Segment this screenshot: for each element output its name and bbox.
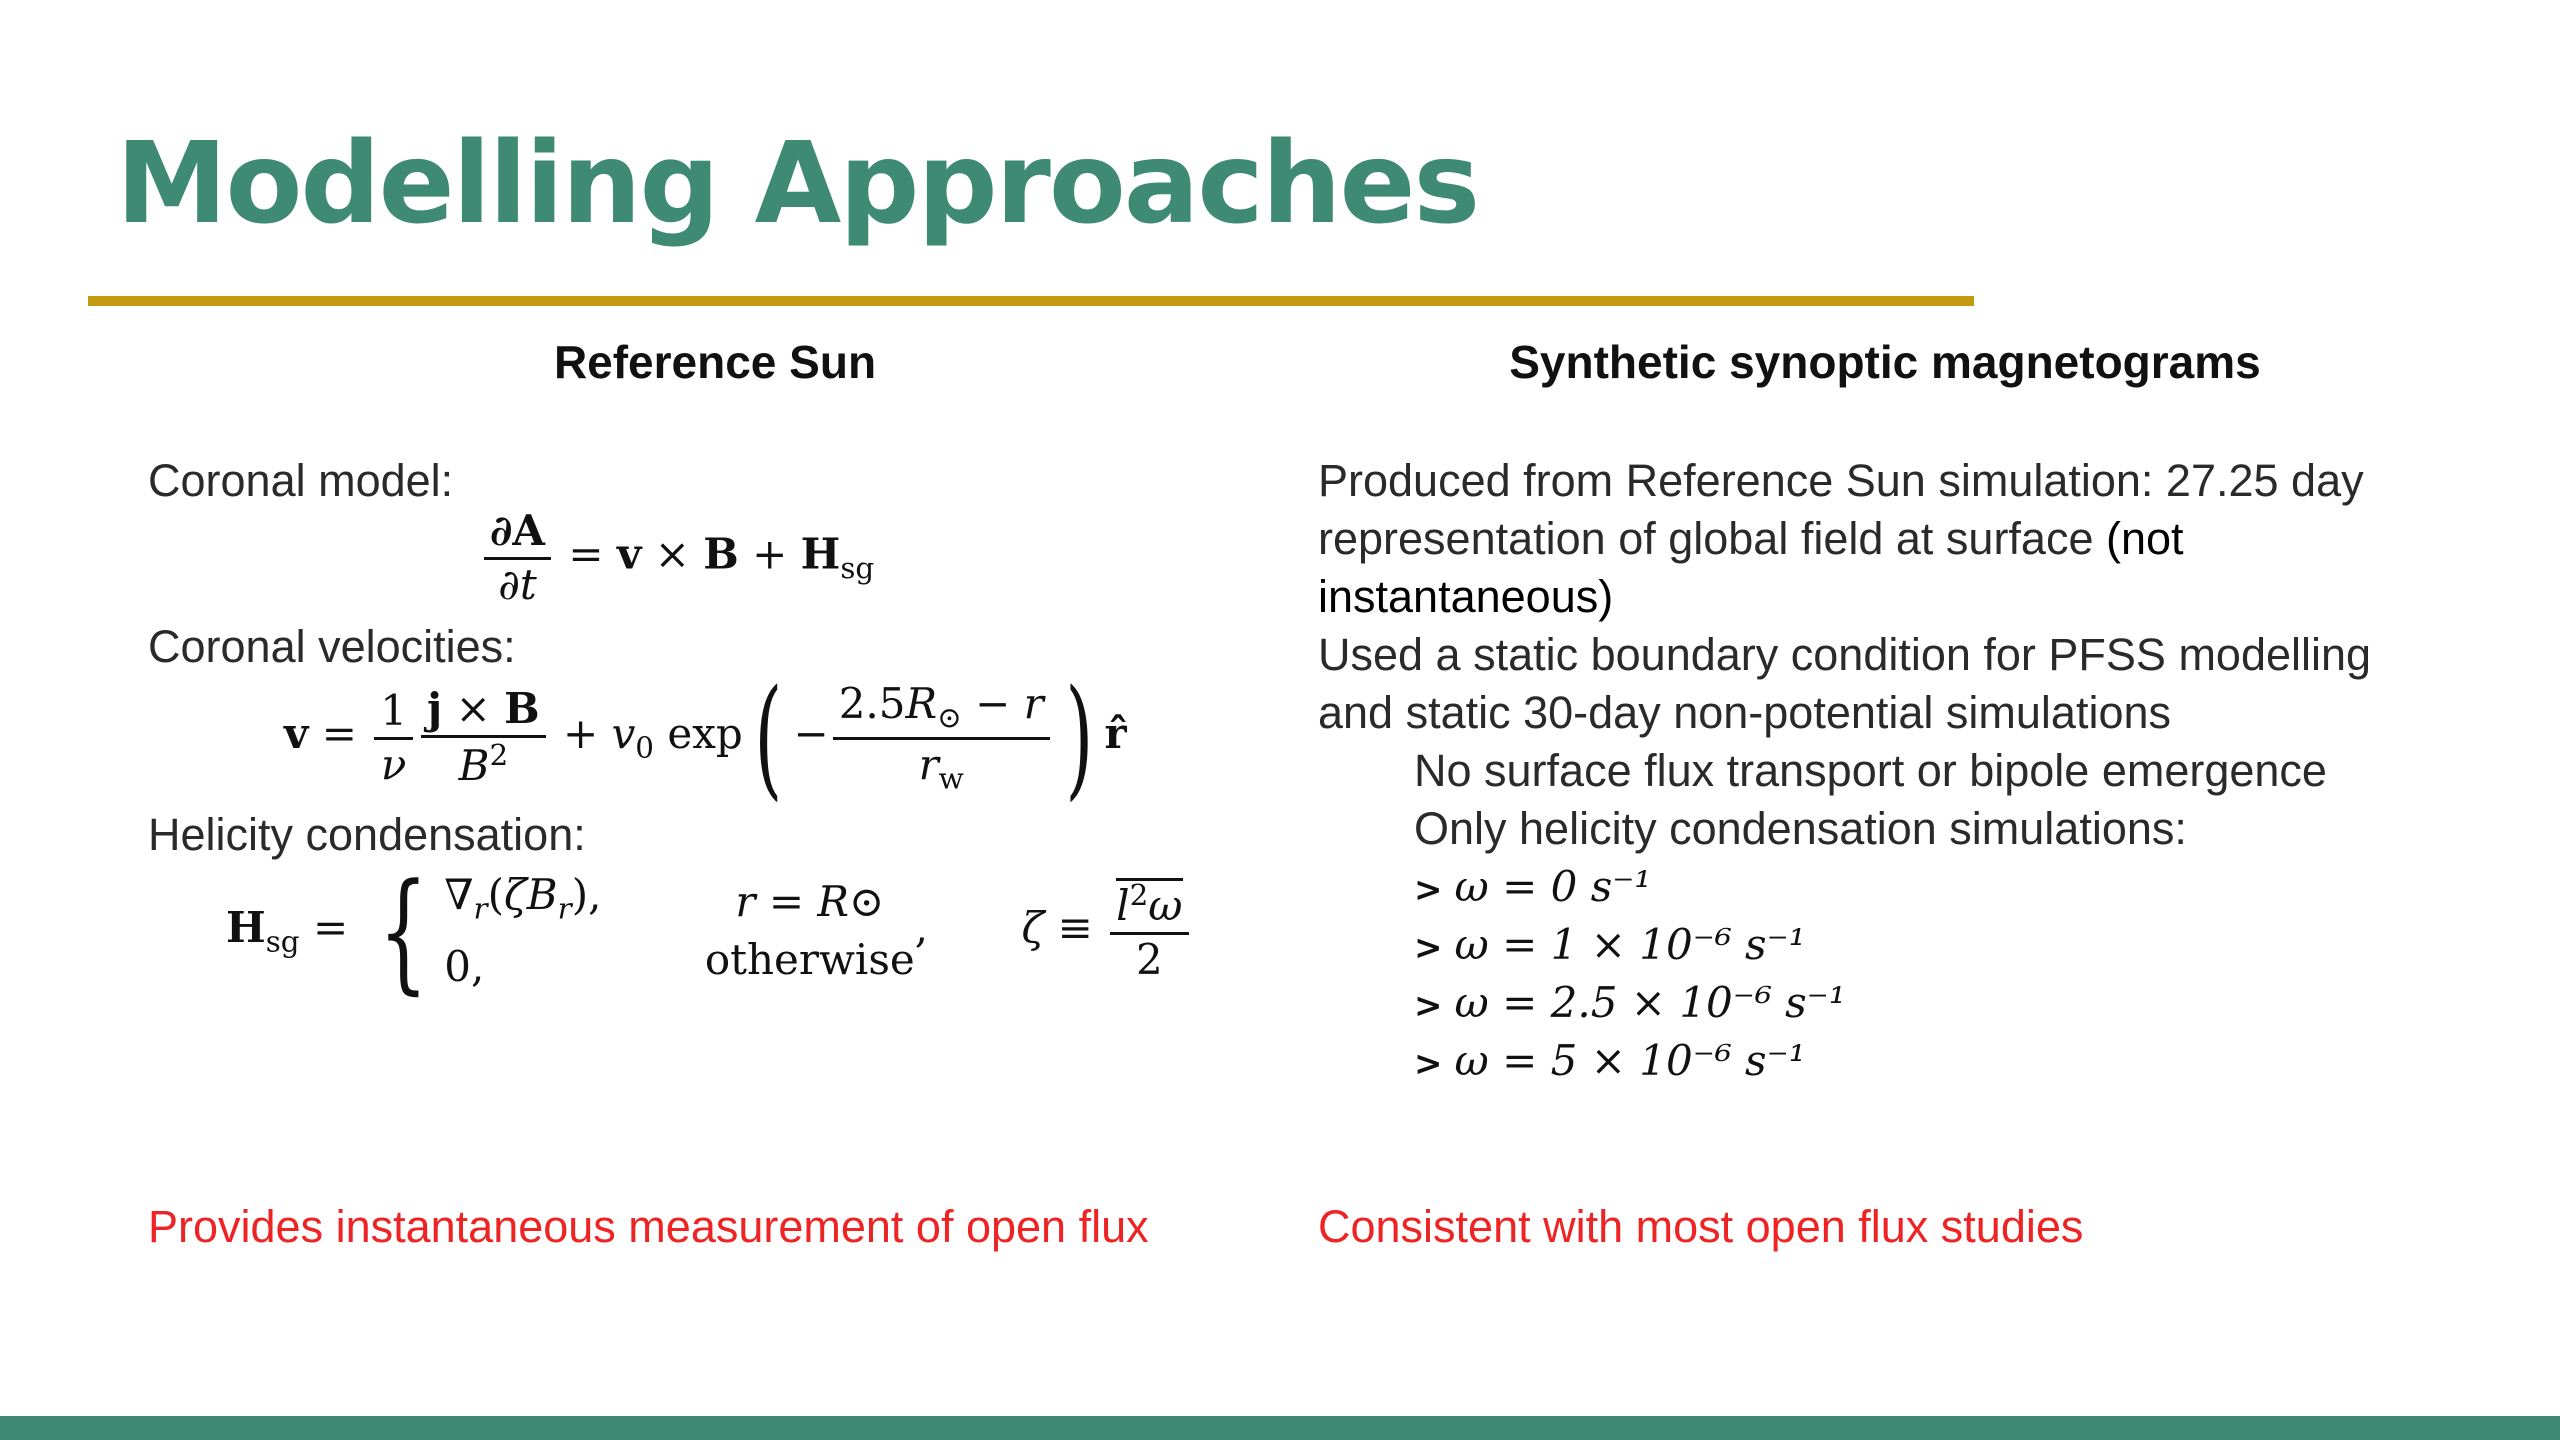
omega-value: ω = 1 × 10⁻⁶ s⁻¹ <box>1454 920 1806 969</box>
omega-value: ω = 0 s⁻¹ <box>1454 862 1652 911</box>
omega-item <box>1414 858 1651 919</box>
omega-value: ω = 2.5 × 10⁻⁶ s⁻¹ <box>1454 978 1846 1027</box>
arrow-bullet-icon: > <box>1414 1044 1443 1084</box>
synoptic-conclusion: Consistent with most open flux studies <box>1318 1201 2084 1252</box>
omega-value: ω = 5 × 10⁻⁶ s⁻¹ <box>1454 1036 1806 1085</box>
right-sub-1: No surface flux transport or bipole emergence <box>1414 745 2327 796</box>
reference-sun-conclusion: Provides instantaneous measurement of open flux <box>148 1201 1149 1252</box>
helicity-label: Helicity condensation: <box>148 809 586 860</box>
synoptic-heading: Synthetic synoptic magnetograms <box>1509 336 2261 388</box>
right-line-2a: representation of global field at surface <box>1318 513 2106 564</box>
right-line-2b: (not <box>2105 513 2184 564</box>
coronal-model-label: Coronal model: <box>148 455 454 506</box>
case1-condition: r = R⊙ <box>735 877 885 926</box>
velocity-equation: v = $\frac{1}{\nu}$ $\frac{j \times B}{B^2}$ + $v_0$ exp( − $\frac{2.5R_⊙ - r}{r_w}$ ) r̂ <box>284 661 1127 813</box>
omega-item <box>1414 1032 1806 1093</box>
coronal-velocities-label: Coronal velocities: <box>148 621 516 672</box>
omega-item <box>1414 916 1806 977</box>
right-line-4: Used a static boundary condition for PFSS modelling <box>1318 629 2372 680</box>
slide-title: Modelling Approaches <box>116 119 1479 249</box>
right-sub-2: Only helicity condensation simulations: <box>1414 803 2187 854</box>
omega-item <box>1414 974 1846 1035</box>
footer-bar <box>0 1416 2560 1440</box>
arrow-bullet-icon: > <box>1414 986 1443 1026</box>
right-line-2 <box>1318 510 2184 568</box>
case2-condition: otherwise <box>704 935 915 984</box>
right-line-1: Produced from Reference Sun simulation: 27.25 day <box>1318 455 2364 506</box>
arrow-bullet-icon: > <box>1414 870 1443 910</box>
induction-equation: $\frac{\partial A}{\partial t}$ = $v \times B + H_{sg}$ <box>480 506 874 609</box>
title-underline <box>88 296 1974 306</box>
helicity-equation: $H_{sg}$ = { $\nabla_r(\zeta B_r)$, 0, r = R⊙ otherwise, ζ ≡ $\frac{l^2\omega}{2}$ <box>226 866 1193 996</box>
reference-sun-heading: Reference Sun <box>553 336 877 388</box>
arrow-bullet-icon: > <box>1414 928 1443 968</box>
right-line-5: and static 30-day non-potential simulations <box>1318 687 2172 738</box>
right-line-3: instantaneous) <box>1318 571 1614 622</box>
